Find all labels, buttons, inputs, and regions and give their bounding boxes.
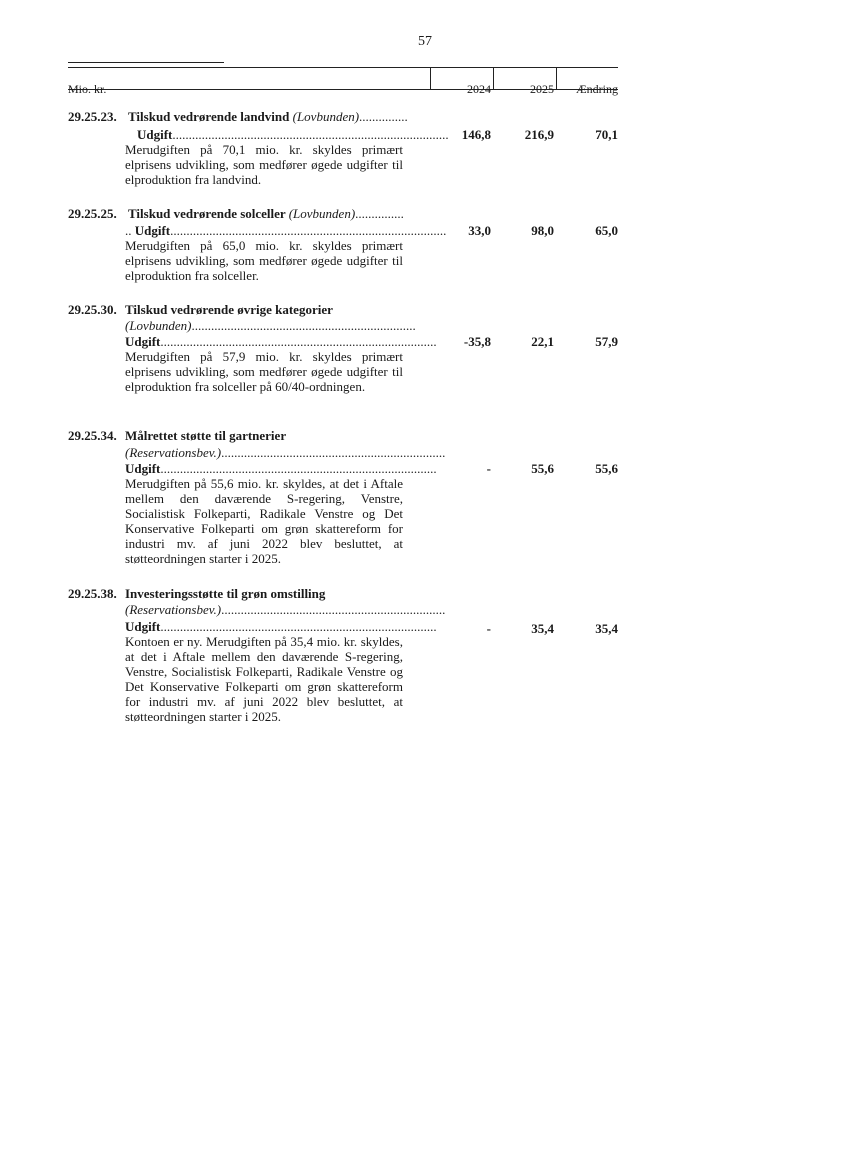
value-2025: 22,1 [531, 334, 554, 349]
header-2025: 2025 [530, 82, 554, 96]
udgift-row: Udgift..................................................................................... [125, 334, 437, 349]
value-2024: 33,0 [468, 223, 491, 238]
explanation-text: Merudgiften på 70,1 mio. kr. skyldes primært elprisens udvikling, som medfører øgede udgifter til elproduktion fra landvind. [125, 142, 403, 187]
value-2024: 146,8 [461, 127, 491, 142]
header-rule-short [68, 62, 224, 63]
value-2025: 55,6 [531, 461, 554, 476]
account-legal-note-row: (Reservationsbev.)..................................................................... [125, 445, 446, 460]
value-change: 35,4 [595, 621, 618, 636]
value-2024: -35,8 [463, 334, 491, 349]
account-title: Tilskud vedrørende solceller (Lovbunden)............... [128, 206, 404, 221]
account-legal-note: (Reservationsbev.) [125, 602, 222, 617]
account-title: Investeringsstøtte til grøn omstilling [125, 586, 326, 601]
value-change: 57,9 [595, 334, 618, 349]
value-2025: 216,9 [524, 127, 554, 142]
udgift-row: Udgift..................................................................................... [137, 127, 449, 142]
value-2025: 98,0 [531, 223, 554, 238]
account-code: 29.25.23. [68, 109, 117, 124]
account-code: 29.25.34. [68, 428, 117, 443]
explanation-text: Merudgiften på 65,0 mio. kr. skyldes primært elprisens udvikling, som medfører øgede udgifter til elproduktion fra solceller. [125, 238, 403, 283]
header-2024: 2024 [467, 82, 491, 96]
explanation-text: Kontoen er ny. Merudgiften på 35,4 mio. kr. skyldes, at det i Aftale mellem den daværende S-regering, Venstre, Socialistisk Folkeparti, Radikale Venstre og Det Konservative Folkeparti om grøn skattereform for industri mv. af juni 2022 blev besluttet, at støtteordningen starter i 2025. [125, 634, 403, 724]
udgift-row: Udgift..................................................................................... [125, 461, 437, 476]
account-legal-note-row: (Reservationsbev.)..................................................................... [125, 602, 446, 617]
account-title: Målrettet støtte til gartnerier [125, 428, 287, 443]
udgift-row: .. Udgift..................................................................................... [125, 223, 447, 238]
udgift-label: Udgift [134, 223, 171, 238]
account-title: Tilskud vedrørende landvind (Lovbunden)............... [128, 109, 408, 124]
value-2025: 35,4 [531, 621, 554, 636]
explanation-text: Merudgiften på 57,9 mio. kr. skyldes primært elprisens udvikling, som medfører øgede udgifter til elproduktion fra solceller på 60/40-ordningen. [125, 349, 403, 394]
column-divider [556, 67, 557, 89]
account-legal-note: (Reservationsbev.) [125, 445, 222, 460]
udgift-label: Udgift [125, 334, 161, 349]
value-change: 70,1 [595, 127, 618, 142]
udgift-label: Udgift [137, 127, 173, 142]
header-rule-top [68, 67, 618, 68]
value-2024: - [486, 461, 491, 476]
account-title-text: Tilskud vedrørende solceller [128, 206, 286, 221]
account-legal-note: (Lovbunden) [288, 206, 356, 221]
account-title-text: Tilskud vedrørende landvind [128, 109, 290, 124]
account-legal-note: (Lovbunden) [125, 318, 192, 333]
value-change: 65,0 [595, 223, 618, 238]
udgift-label: Udgift [125, 461, 161, 476]
account-legal-note-row: (Lovbunden)..................................................................... [125, 318, 416, 333]
account-code: 29.25.30. [68, 302, 117, 317]
value-change: 55,6 [595, 461, 618, 476]
account-code: 29.25.25. [68, 206, 117, 221]
value-2024: - [486, 621, 491, 636]
header-unit: Mio. kr. [68, 82, 107, 96]
page-number: 57 [418, 34, 432, 49]
account-legal-note: (Lovbunden) [292, 109, 360, 124]
udgift-row: Udgift..................................................................................... [125, 619, 437, 634]
udgift-label: Udgift [125, 619, 161, 634]
header-change: Ændring [576, 82, 618, 96]
explanation-text: Merudgiften på 55,6 mio. kr. skyldes, at det i Aftale mellem den daværende S-regering, Venstre, Socialistisk Folkeparti, Radikale Venstre og Det Konservative Folkeparti om grøn skattereform for industri mv. af juni 2022 blev besluttet, at støtteordningen starter i 2025. [125, 476, 403, 566]
account-title: Tilskud vedrørende øvrige kategorier [125, 302, 333, 317]
account-code: 29.25.38. [68, 586, 117, 601]
